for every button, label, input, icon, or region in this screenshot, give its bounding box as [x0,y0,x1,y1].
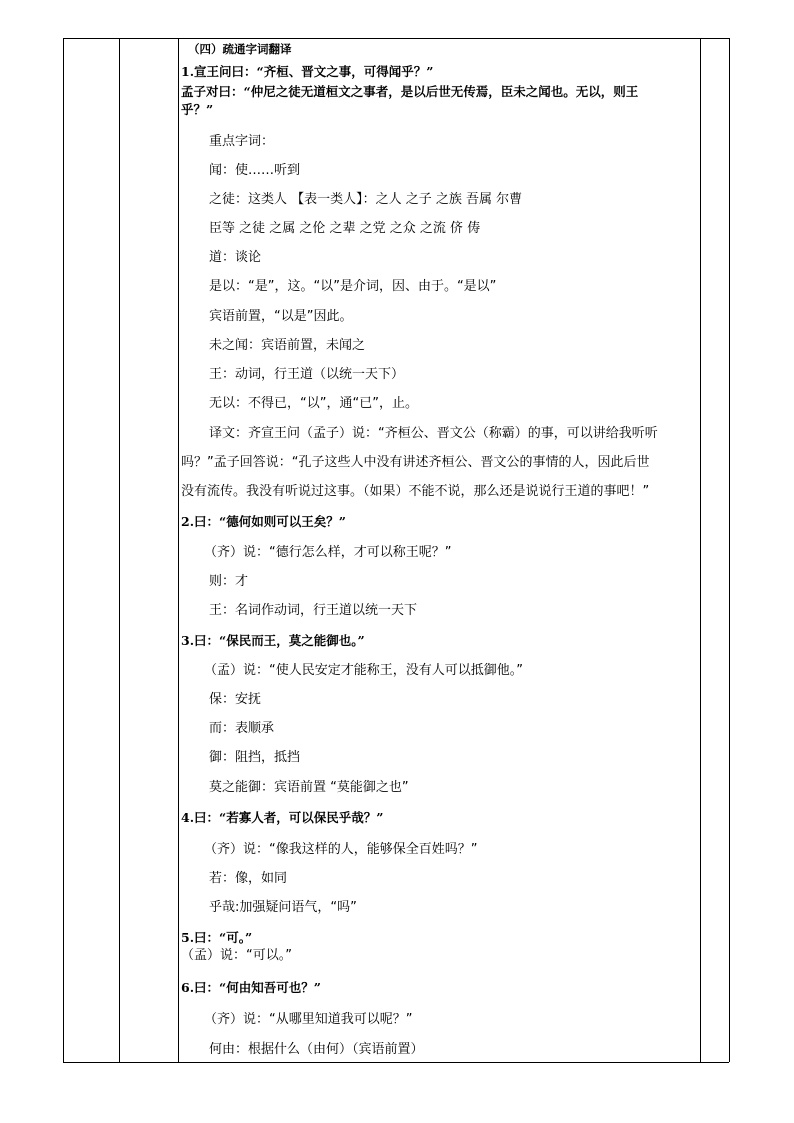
annotation-line: 王：动词，行王道（以统一天下） [209,367,405,382]
source-text-line: 5.曰：“可。” [181,930,253,945]
table-column-divider-1 [119,38,120,1062]
table-border-right [729,38,730,1062]
annotation-line: 未之闻：宾语前置，未闻之 [209,338,366,353]
annotation-line: 御：阻挡，抵挡 [209,750,301,765]
annotation-line: 则：才 [209,574,249,589]
annotation-line: 乎哉:加强疑问语气，“吗” [209,900,357,915]
annotation-line: 若：像，如同 [209,871,288,886]
table-column-divider-2 [178,38,179,1062]
source-text-line: 4.曰：“若寡人者，可以保民乎哉？” [181,810,384,825]
section-title: （四）疏通字词翻译 [188,42,292,56]
source-text-line: 2.曰：“德何如则可以王矣？” [181,514,346,529]
table-column-divider-3 [700,38,701,1062]
annotation-line: 重点字词： [209,134,275,149]
annotation-line: 道：谈论 [209,250,262,265]
annotation-line: 没有流传。我没有听说过这事。（如果）不能不说，那么还是说说行王道的事吧！” [181,484,650,499]
source-text-line: 6.曰：“何由知吾可也？” [181,980,321,995]
annotation-line: 之徒：这类人 【表一类人】：之人 之子 之族 吾属 尔曹 [209,192,523,207]
source-text-line: 孟子对曰：“仲尼之徒无道桓文之事者，是以后世无传焉，臣未之闻也。无以，则王 [181,84,639,99]
annotation-line: 是以：“是”，这。“以”是介词，因、由于。“是以” [209,279,497,294]
annotation-line: 王：名词作动词，行王道以统一天下 [209,603,418,618]
annotation-line: 吗？”孟子回答说：“孔子这些人中没有讲述齐桓公、晋文公的事情的人，因此后世 [181,455,650,470]
table-bottom-border [63,1062,729,1063]
annotation-line: 保：安抚 [209,692,262,707]
annotation-line: 译文：齐宣王问（孟子）说：“齐桓公、晋文公（称霸）的事，可以讲给我听听 [209,426,658,441]
table-top-border [63,38,729,39]
annotation-line: 闻：使……听到 [209,163,301,178]
annotation-line: 宾语前置，“以是”因此。 [209,309,353,324]
annotation-line: 莫之能御：宾语前置 “莫能御之也” [209,780,409,795]
source-text-line: 3.曰：“保民而王，莫之能御也。” [181,633,365,648]
source-text-line: 1.宣王问曰：“齐桓、晋文之事，可得闻乎？” [181,64,434,79]
annotation-line: 无以：不得已，“以”，通“已”，止。 [209,396,418,411]
annotation-line: （孟）说：“使人民安定才能称王，没有人可以抵御他。” [204,663,523,678]
annotation-line: （齐）说：“像我这样的人，能够保全百姓吗？” [204,842,478,857]
annotation-line: 何由：根据什么（由何）（宾语前置） [209,1042,424,1057]
annotation-line: （齐）说：“德行怎么样，才可以称王呢？” [204,545,452,560]
table-border-left [63,38,64,1062]
source-text-line: 乎？” [181,102,214,117]
annotation-line: （齐）说：“从哪里知道我可以呢？” [204,1012,413,1027]
annotation-line: 臣等 之徒 之属 之伦 之辈 之党 之众 之流 侪 俦 [209,221,481,236]
annotation-line: （孟）说：“可以。” [181,948,292,963]
annotation-line: 而：表顺承 [209,721,275,736]
